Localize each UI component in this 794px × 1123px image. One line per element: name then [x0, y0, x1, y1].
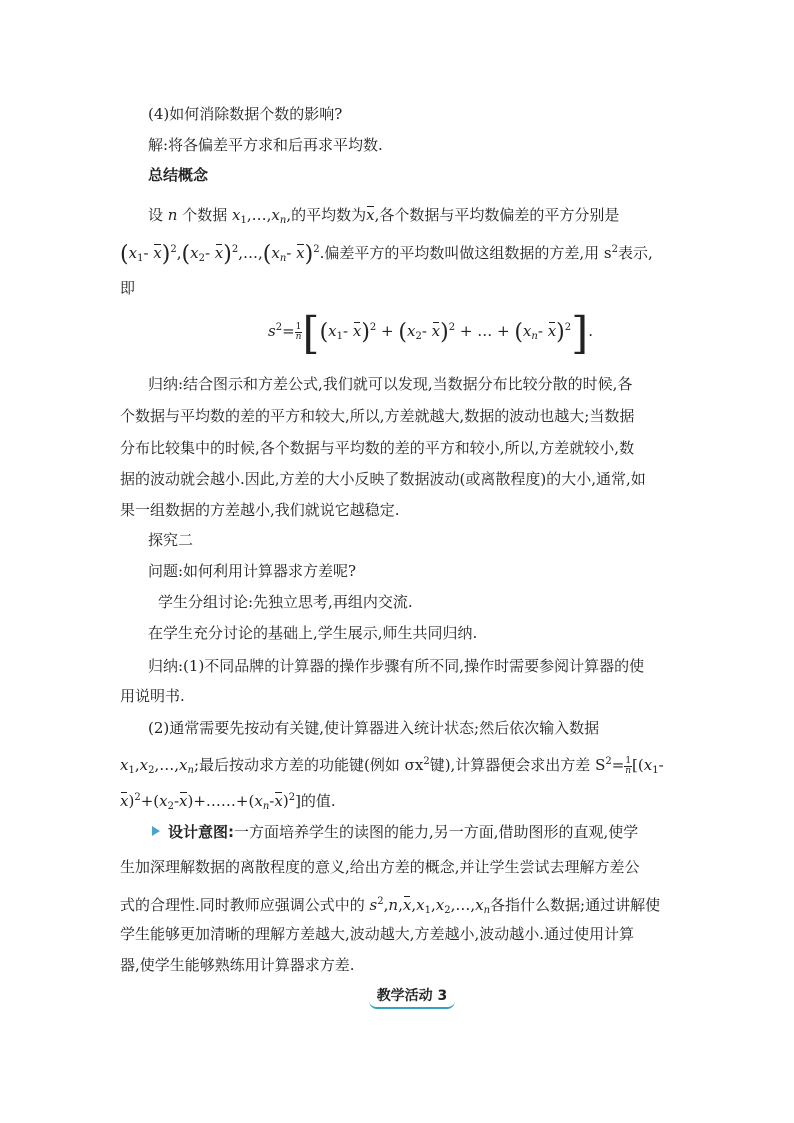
conclusion-2-line-2: $x_1,x_2,\dots,x_n$;最后按动求方差的功能键(例如 $\sigma x^2$键),计算器便会求出方差 $S^2=$ $\frac{1}{n}$ [($x_1-$: [120, 755, 664, 776]
variance-formula: $s^2=$ $\frac{1}{n}$ [($x_1-$ $x)^2 + (x_2-$ x)$^2$ + … + ($x_n-$ x)$^2$].: [268, 308, 594, 359]
question-4: (4)如何消除数据个数的影响?: [148, 105, 343, 123]
conclusion-1-line-2: 用说明书.: [120, 687, 185, 705]
explore-two-heading: 探究二: [148, 531, 194, 549]
design-intent-line-5: 器,使学生能够熟练用计算器求方差.: [120, 956, 355, 974]
conclusion-2-line-1: (2)通常需要先按动有关键,使计算器进入统计状态;然后依次输入数据: [148, 719, 600, 737]
student-presentation: 在学生充分讨论的基础上,学生展示,师生共同归纳.: [148, 624, 478, 642]
teaching-activity-label: 教学活动 3: [369, 985, 455, 1009]
summary-para-line-4: 据的波动就会越小.因此,方差的大小反映了数据波动(或离散程度)的大小,通常,如: [120, 470, 646, 488]
summary-para-line-3: 分布比较集中的时候,各个数据与平均数的差的平方和较小,所以,方差就较小,数: [120, 439, 635, 457]
summary-para-line-1: 归纳:结合图示和方差公式,我们就可以发现,当数据分布比较分散的时候,各: [148, 375, 633, 393]
design-intent-line-1: 设计意图:一方面培养学生的读图的能力,另一方面,借助图形的直观,使学: [152, 822, 638, 842]
concept-line-3: 即: [120, 279, 136, 297]
summary-para-line-5: 果一组数据的方差越小,我们就说它越稳定.: [120, 501, 400, 519]
group-discussion: 学生分组讨论:先独立思考,再组内交流.: [158, 593, 413, 611]
concept-line-2: ($x_1-$ $x)^2,(x_2-$ $x)^2,\dots,(x_n-$ x)$^2$.偏差平方的平均数叫做这组数据的方差,用 $s^2$表示,: [120, 242, 653, 267]
conclusion-1-line-1: 归纳:(1)不同品牌的计算器的操作步骤有所不同,操作时需要参阅计算器的使: [148, 657, 645, 675]
summary-heading: 总结概念: [148, 166, 209, 184]
design-intent-line-3: 式的合理性.同时教师应强调公式中的 $s^2,n,x,x_1,x_2,\dots,x_n$各指什么数据;通过讲解使: [120, 896, 661, 916]
answer-4: 解:将各偏差平方求和后再求平均数.: [148, 136, 383, 154]
concept-line-1: 设 n 个数据 $x_1,\dots,x_n$,的平均数为x,各个数据与平均数偏差的平方分别是: [148, 206, 620, 226]
triangle-right-icon: [152, 826, 160, 836]
conclusion-2-line-3: $x)^2+(x_2-x)+\dots\dots+(x_n-x)^2$]的值.: [120, 792, 336, 812]
summary-para-line-2: 个数据与平均数的差的平方和较大,所以,方差就越大,数据的波动也越大;当数据: [120, 407, 635, 425]
design-intent-line-4: 学生能够更加清晰的理解方差越大,波动越大,方差越小,波动越小.通过使用计算: [120, 925, 635, 943]
design-intent-line-2: 生加深理解数据的离散程度的意义,给出方差的概念,并让学生尝试去理解方差公: [120, 858, 640, 876]
calculator-question: 问题:如何利用计算器求方差呢?: [148, 562, 357, 580]
